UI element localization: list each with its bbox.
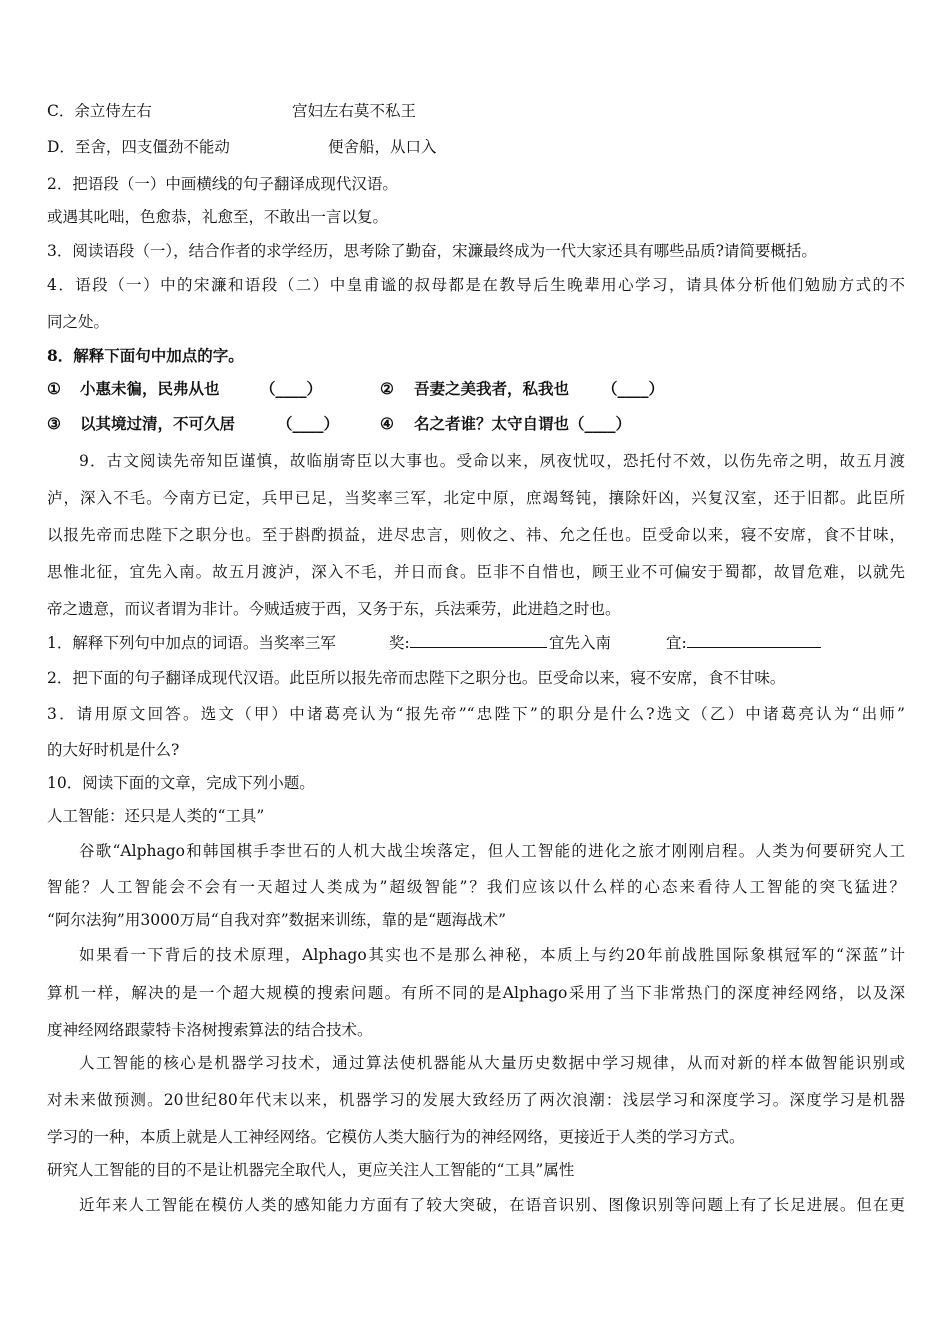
item-2-number: ② — [380, 379, 394, 398]
sub1-answer-a: 奖: — [389, 633, 547, 653]
article-title: 人工智能：还只是人类的“工具” — [47, 807, 265, 825]
question-4-line2: 同之处。 — [47, 313, 110, 331]
option-c-right: 宫妇左右莫不私王 — [292, 102, 417, 120]
article-p3-line2: 对未来做预测。20世纪80年代末以来，机器学习的发展大致经历了两次浪潮：浅层学习和深度学习。深度学习是机器 — [47, 1091, 905, 1109]
question-10: 10．阅读下面的文章，完成下列小题。 — [47, 774, 315, 792]
item-1-blank: （____） — [260, 379, 323, 398]
passage-9-line2: 泸，深入不毛。今南方已定，兵甲已足，当奖率三军，北定中原，庶竭驽钝，攘除奸凶，兴复汉室，还于旧都。此臣所 — [47, 489, 905, 507]
article-p1-line2: 智能？人工智能会不会有一天超过人类成为”超级智能”？我们应该以什么样的心态来看待人工智能的突飞猛进？ — [47, 878, 905, 896]
item-4-text: 名之者谁？太守自谓也（____） — [414, 414, 632, 433]
article-p2-line3: 度神经网络跟蒙特卡洛树搜索算法的结合技术。 — [47, 1021, 373, 1039]
sub1-answer-b: 宜: — [666, 633, 821, 653]
item-2-blank: （____） — [602, 379, 665, 398]
item-1-number: ① — [47, 379, 61, 398]
question-9-sub2: 2．把下面的句子翻译成现代汉语。此臣所以报先帝而忠陛下之职分也。臣受命以来，寝不安席，食不甘味。 — [47, 669, 786, 687]
option-c — [47, 101, 417, 121]
question-8-title: 8．解释下面句中加点的字。 — [47, 346, 244, 365]
option-c-left: C．余立侍左右 — [47, 102, 152, 120]
answer-blank-b[interactable] — [687, 633, 821, 648]
article-p2-line2: 算机一样，解决的是一个超大规模的搜索问题。有所不同的是Alphago采用了当下非常热门的深度神经网络，以及深 — [47, 984, 905, 1002]
question-9-sub3-line1: 3．请用原文回答。选文（甲）中诸葛亮认为“报先帝”“忠陛下”的职分是什么?选文（乙）中诸葛亮认为“出师” — [47, 705, 905, 723]
passage-9-line5: 帝之遗意，而议者谓为非计。今贼适疲于西，又务于东，兵法乘劳，此进趋之时也。 — [47, 600, 621, 618]
question-4-line1: 4．语段（一）中的宋濂和语段（二）中皇甫谧的叔母都是在教导后生晚辈用心学习，请具体分析他们勉励方式的不 — [47, 276, 905, 294]
article-subheading-1: “阿尔法狗”用3000万局“自我对弈”数据来训练，靠的是“题海战术” — [47, 911, 506, 929]
article-p2-line1: 如果看一下背后的技术原理，Alphago其实也不是那么神秘，本质上与约20年前战胜国际象棋冠军的“深蓝”计 — [79, 946, 905, 964]
option-d-right: 便舍船，从口入 — [328, 138, 437, 156]
question-3: 3．阅读语段（一），结合作者的求学经历，思考除了勤奋，宋濂最终成为一代大家还具有哪些品质?请简要概括。 — [47, 242, 817, 260]
item-2-text: 吾妻之美我者，私我也 — [414, 379, 570, 398]
question-2-sentence: 或遇其叱咄，色愈恭，礼愈至，不敢出一言以复。 — [47, 208, 389, 226]
passage-9-line4: 思惟北征，宜先入南。故五月渡泸，深入不毛，并日而食。臣非不自惜也，顾王业不可偏安于蜀都，故冒危难，以就先 — [47, 563, 905, 581]
question-9-sub3-line2: 的大好时机是什么? — [47, 741, 180, 759]
question-8-row1 — [47, 379, 665, 399]
article-p3-line1: 人工智能的核心是机器学习技术，通过算法使机器能从大量历史数据中学习规律，从而对新的样本做智能识别或 — [79, 1054, 905, 1072]
passage-9-line1: 9．古文阅读先帝知臣谨慎，故临崩寄臣以大事也。受命以来，夙夜忧叹，恐托付不效，以伤先帝之明，故五月渡 — [79, 452, 905, 470]
item-4-number: ④ — [380, 414, 394, 433]
option-d-left: D．至舍，四支僵劲不能动 — [47, 138, 230, 156]
sub1-prompt: 1．解释下列句中加点的词语。当奖率三军 — [47, 634, 336, 652]
item-3-blank: （____） — [277, 414, 340, 433]
article-p4-line1: 近年来人工智能在模仿人类的感知能力方面有了较大突破，在语音识别、图像识别等问题上有了长足进展。但在更 — [79, 1196, 905, 1214]
option-d — [47, 137, 437, 157]
question-9-sub1 — [47, 633, 687, 653]
answer-blank-a[interactable] — [410, 633, 547, 648]
article-subheading-2: 研究人工智能的目的不是让机器完全取代人，更应关注人工智能的“工具”属性 — [47, 1161, 575, 1179]
article-p1-line1: 谷歌“Alphago和韩国棋手李世石的人机大战尘埃落定，但人工智能的进化之旅才刚刚启程。人类为何要研究人工 — [79, 842, 905, 860]
item-3-text: 以其境过清，不可久居 — [80, 414, 236, 433]
article-p3-line3: 学习的一种，本质上就是人工神经网络。它模仿人类大脑行为的神经网络，更接近于人类的学习方式。 — [47, 1128, 745, 1146]
item-3-number: ③ — [47, 414, 61, 433]
question-2: 2．把语段（一）中画横线的句子翻译成现代汉语。 — [47, 175, 398, 193]
sub1-phrase-b: 宜先入南 — [549, 634, 612, 652]
question-8-row2 — [47, 414, 632, 434]
passage-9-line3: 以报先帝而忠陛下之职分也。至于斟酌损益，进尽忠言，则攸之、祎、允之任也。臣受命以来，寝不安席，食不甘味， — [47, 526, 905, 544]
item-1-text: 小惠未徧，民弗从也 — [80, 379, 220, 398]
